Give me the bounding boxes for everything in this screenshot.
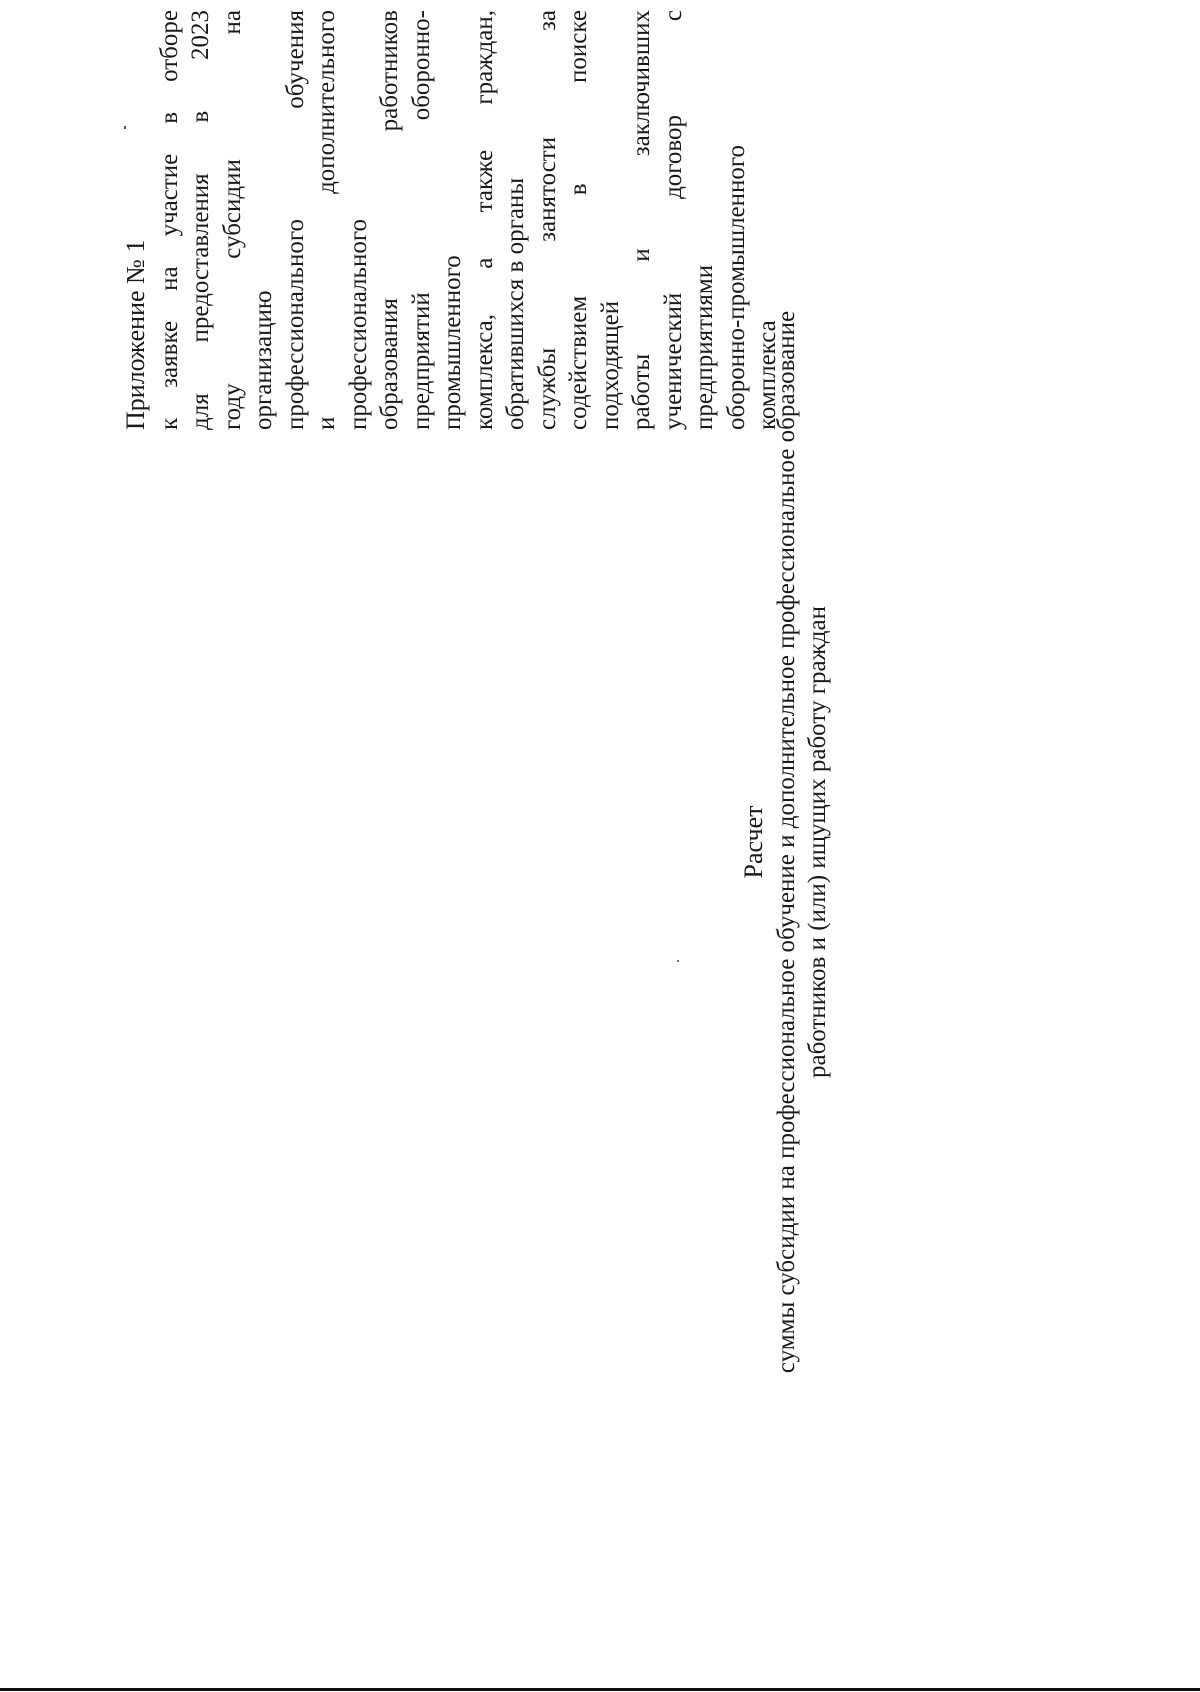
appendix-line: службы занятости за xyxy=(533,10,561,430)
calculation-heading xyxy=(738,292,833,1392)
appendix-line: и дополнительного xyxy=(313,10,340,430)
heading-line-2: работников и (или) ищущих работу граждан xyxy=(804,605,831,1079)
appendix-title: Приложение № 1 xyxy=(121,239,150,430)
appendix-line: предприятиями xyxy=(691,264,718,430)
appendix-line: комплекса xyxy=(754,320,781,430)
scan-speck xyxy=(124,126,126,129)
appendix-line: оборонно-промышленного xyxy=(722,144,750,430)
appendix-block xyxy=(120,10,784,430)
appendix-line: организацию xyxy=(250,290,277,430)
appendix-line: профессионального xyxy=(344,219,372,430)
appendix-line: для предоставления в 2023 xyxy=(187,10,214,430)
appendix-line: профессионального обучения xyxy=(281,10,309,430)
appendix-line: к заявке на участие в отборе xyxy=(155,10,183,430)
appendix-line: комплекса, а также граждан, xyxy=(470,10,498,430)
appendix-text xyxy=(154,10,784,430)
appendix-line: работы и заключивших xyxy=(628,10,655,430)
heading-title: Расчет xyxy=(739,805,768,879)
appendix-line: промышленного xyxy=(439,255,466,430)
appendix-line: году субсидии на xyxy=(218,10,246,430)
appendix-line: подходящей xyxy=(596,300,624,430)
appendix-line: предприятий оборонно- xyxy=(407,10,435,430)
appendix-line: содействием в поиске xyxy=(565,10,592,430)
appendix-line: обратившихся в органы xyxy=(502,177,529,430)
appendix-line: ученический договор с xyxy=(659,10,687,430)
bottom-edge-line xyxy=(0,1688,1200,1691)
appendix-line: образования работников xyxy=(376,10,403,430)
heading-line-1: суммы субсидии на профессиональное обучение и дополнительное профессиональное образование xyxy=(773,310,800,1374)
scan-speck xyxy=(677,960,679,962)
